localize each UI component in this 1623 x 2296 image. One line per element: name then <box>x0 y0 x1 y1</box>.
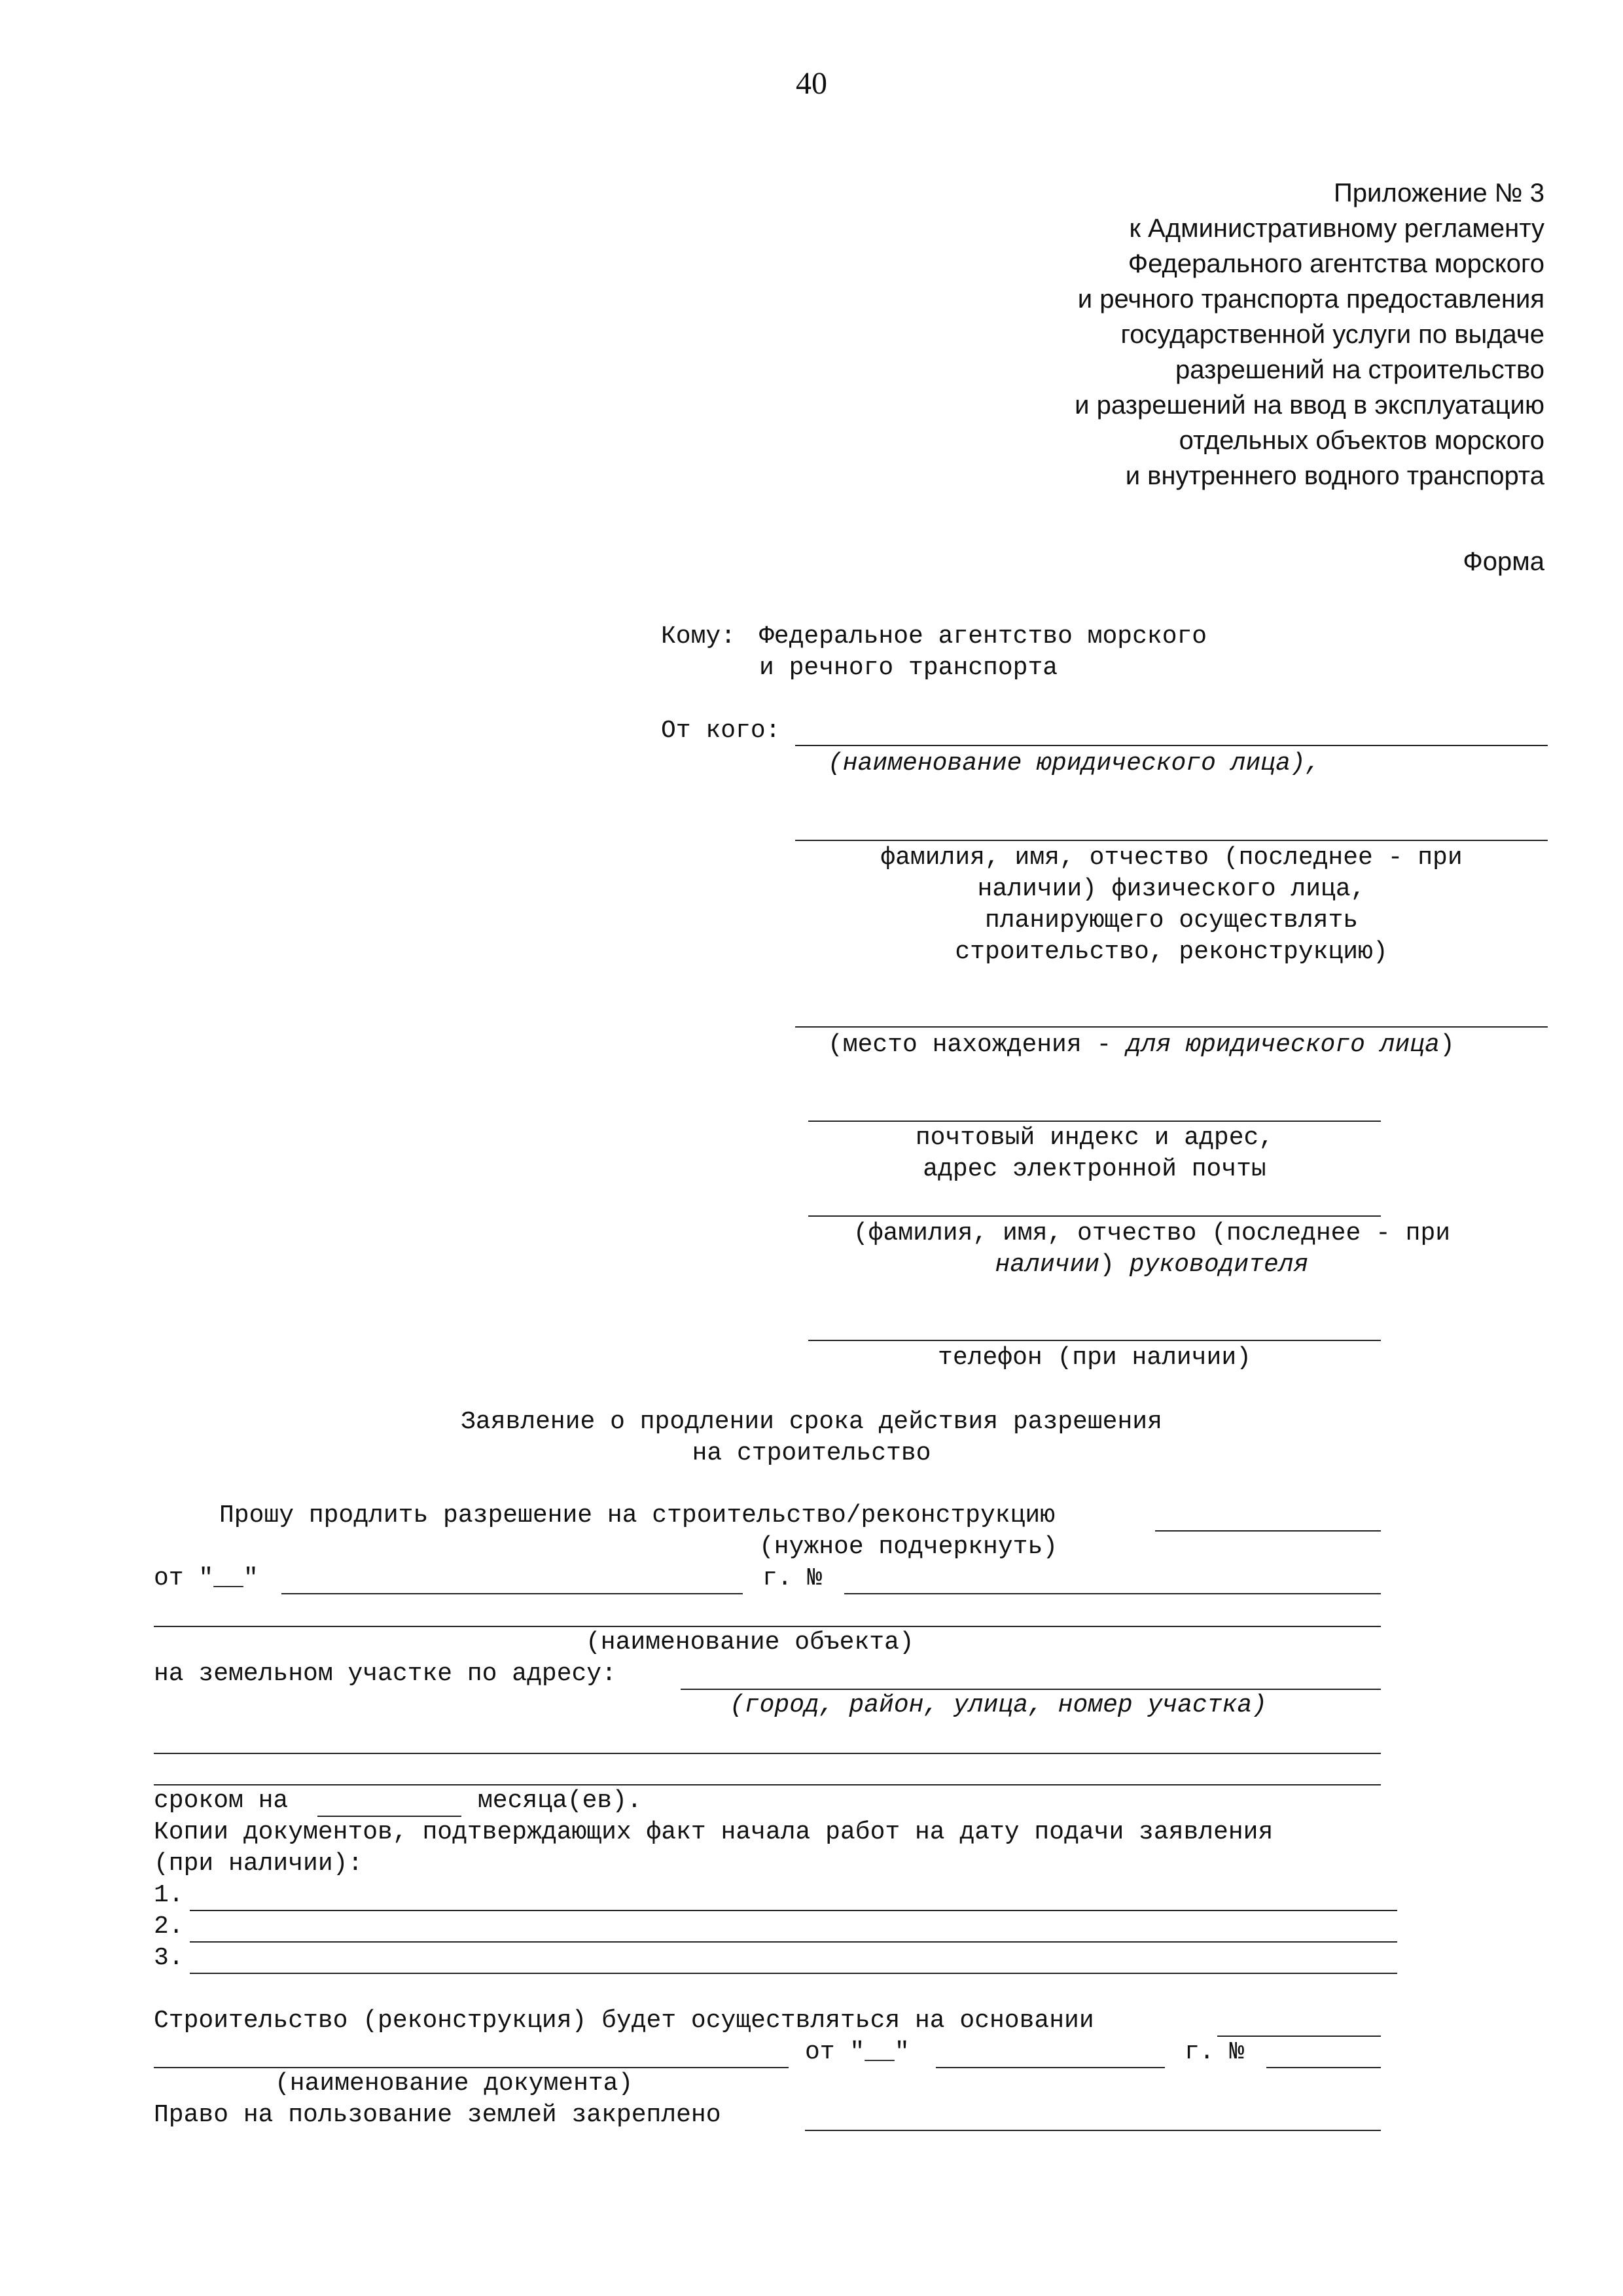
appendix-line: Приложение № 3 <box>1334 179 1544 207</box>
location-hint-part: (место нахождения - <box>828 1031 1127 1059</box>
document-copy-field[interactable] <box>190 1941 1397 1943</box>
head-hint-part: наличии <box>995 1251 1100 1279</box>
address-continuation-field[interactable] <box>154 1784 1381 1785</box>
basis-field[interactable] <box>1217 2036 1381 2037</box>
from-label: От кого: <box>661 717 781 745</box>
appendix-line: государственной услуги по выдаче <box>1120 320 1544 349</box>
from-date-prefix: от "__" <box>154 1564 259 1592</box>
term-months-field[interactable] <box>317 1816 461 1817</box>
to-recipient-line2: и речного транспорта <box>759 654 1058 682</box>
person-hint-line: наличии) физического лица, <box>977 875 1366 903</box>
from-legal-name-field[interactable] <box>795 745 1548 746</box>
location-field[interactable] <box>795 1026 1548 1028</box>
head-hint-line2 <box>779 1250 1525 1280</box>
head-hint-part: руководителя <box>1129 1251 1309 1279</box>
basis-year-number-label: г. № <box>1185 2038 1245 2066</box>
basis-number-field[interactable] <box>1266 2067 1381 2068</box>
person-hint-line: планирующего осуществлять <box>984 906 1359 935</box>
land-plot-address-field[interactable] <box>681 1689 1381 1690</box>
land-right-field[interactable] <box>805 2130 1381 2131</box>
list-item-number: 3. <box>154 1944 184 1972</box>
document-copy-field[interactable] <box>190 1973 1397 1974</box>
list-item-number: 2. <box>154 1912 184 1941</box>
postal-hint-line: адрес электронной почты <box>923 1155 1266 1183</box>
appendix-line: разрешений на строительство <box>1175 355 1544 384</box>
permit-number-field[interactable] <box>844 1593 1381 1594</box>
legal-name-hint: (наименование юридического лица), <box>828 749 1321 778</box>
land-plot-label: на земельном участке по адресу: <box>154 1660 616 1688</box>
location-hint-part: для юридического лица <box>1126 1031 1440 1059</box>
appendix-line: отдельных объектов морского <box>1179 426 1544 455</box>
object-name-field[interactable] <box>154 1626 1381 1627</box>
address-hint: (город, район, улица, номер участка) <box>730 1691 1267 1719</box>
statement-title-line2: на строительство <box>692 1439 931 1467</box>
location-hint-part: ) <box>1439 1031 1455 1059</box>
term-suffix: месяца(ев). <box>478 1787 642 1815</box>
person-name-field[interactable] <box>795 840 1548 841</box>
postal-hint-line: почтовый индекс и адрес, <box>915 1124 1274 1152</box>
postal-address-field[interactable] <box>808 1121 1381 1122</box>
document-copy-field[interactable] <box>190 1910 1397 1911</box>
basis-date-field[interactable] <box>936 2067 1165 2068</box>
head-hint-line1: (фамилия, имя, отчество (последнее - при <box>853 1219 1451 1247</box>
address-continuation-field[interactable] <box>154 1753 1381 1754</box>
appendix-line: и речного транспорта предоставления <box>1077 285 1544 314</box>
appendix-line: и внутреннего водного транспорта <box>1125 461 1544 490</box>
request-text: Прошу продлить разрешение на строительство/реконструкцию <box>219 1501 1056 1530</box>
person-hint-line: строительство, реконструкцию) <box>955 938 1388 966</box>
appendix-line: Федерального агентства морского <box>1128 249 1544 278</box>
underline-hint: (нужное подчеркнуть) <box>759 1533 1058 1561</box>
to-recipient-line1: Федеральное агентство морского <box>759 622 1207 651</box>
list-item-number: 1. <box>154 1881 184 1909</box>
phone-hint: телефон (при наличии) <box>938 1344 1251 1372</box>
permit-type-field[interactable] <box>1155 1530 1381 1532</box>
head-name-field[interactable] <box>808 1215 1381 1217</box>
location-hint <box>828 1030 1455 1060</box>
land-right-label: Право на пользование землей закреплено <box>154 2101 721 2129</box>
document-name-hint: (наименование документа) <box>275 2070 633 2098</box>
copies-text: Копии документов, подтверждающих факт начала работ на дату подачи заявления <box>154 1818 1274 1846</box>
form-label: Форма <box>1463 547 1544 576</box>
statement-title: Заявление о продлении срока действия разрешения <box>461 1408 1162 1436</box>
object-name-hint: (наименование объекта) <box>586 1628 914 1657</box>
head-hint-part: ) <box>1099 1251 1130 1279</box>
page-number: 40 <box>796 66 827 101</box>
term-prefix: сроком на <box>154 1787 289 1815</box>
to-label: Кому: <box>661 622 736 651</box>
copies-text-line2: (при наличии): <box>154 1850 363 1878</box>
year-number-label: г. № <box>762 1564 823 1592</box>
basis-document-field[interactable] <box>154 2067 789 2068</box>
permit-date-field[interactable] <box>281 1593 743 1594</box>
appendix-line: и разрешений на ввод в эксплуатацию <box>1075 391 1544 420</box>
basis-text: Строительство (реконструкция) будет осуществляться на основании <box>154 2007 1094 2035</box>
appendix-line: к Административному регламенту <box>1129 214 1544 243</box>
basis-from-label: от "__" <box>805 2038 910 2066</box>
person-hint-line: фамилия, имя, отчество (последнее - при <box>880 844 1463 872</box>
appendix-header <box>1075 175 1544 493</box>
phone-field[interactable] <box>808 1340 1381 1341</box>
